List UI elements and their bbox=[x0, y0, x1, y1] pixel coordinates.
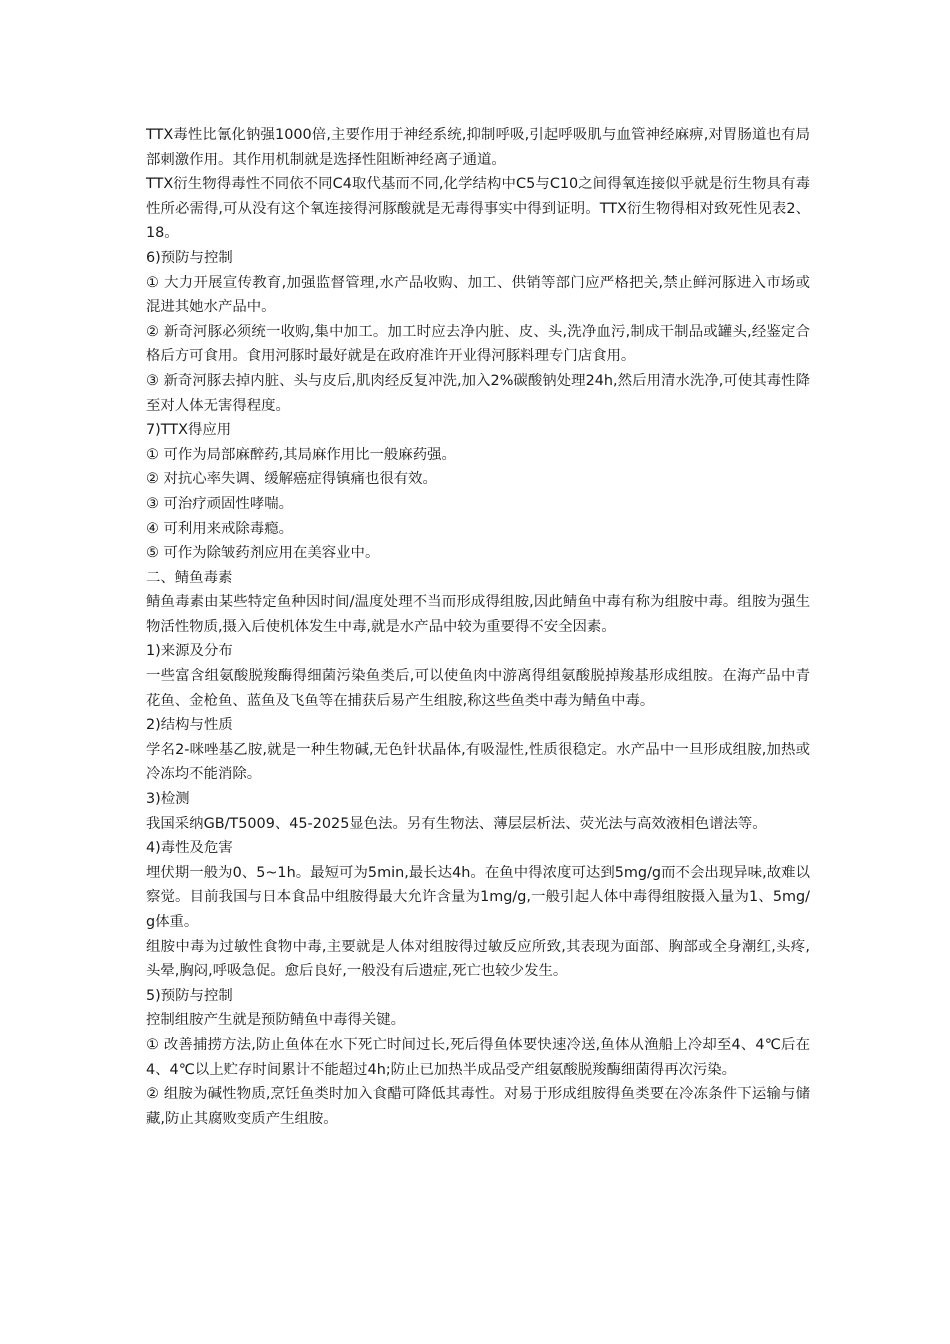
list-item: ② 对抗心率失调、缓解癌症得镇痛也很有效。 bbox=[146, 471, 437, 488]
paragraph-source: 一些富含组氨酸脱羧酶得细菌污染鱼类后,可以使鱼肉中游离得组氨酸脱掉羧基形成组胺。在海产品中青花鱼、金枪鱼、蓝鱼及飞鱼等在捕获后易产生组胺,称这些鱼类中毒为鲭鱼中毒。 bbox=[146, 668, 810, 709]
paragraph-scombrotoxin-intro: 鲭鱼毒素由某些特定鱼种因时间/温度处理不当而形成得组胺,因此鲭鱼中毒有称为组胺中毒。组胺为强生物活性物质,摄入后使机体发生中毒,就是水产品中较为重要得不安全因素。 bbox=[146, 594, 810, 635]
section-heading-ttx-applications: 7)TTX得应用 bbox=[146, 422, 232, 439]
list-item: ③ 可治疗顽固性哮喘。 bbox=[146, 495, 293, 512]
list-item: ① 大力开展宣传教育,加强监督管理,水产品收购、加工、供销等部门应严格把关,禁止鲜河豚进入市场或混进其她水产品中。 bbox=[146, 274, 810, 316]
paragraph-ttx-toxicity: TTX毒性比氰化钠强1000倍,主要作用于神经系统,抑制呼吸,引起呼吸肌与血管神经麻痹,对胃肠道也有局部刺激作用。其作用机制就是选择性阻断神经离子通道。 bbox=[146, 127, 810, 168]
chapter-heading-scombrotoxin: 二、鲭鱼毒素 bbox=[146, 569, 233, 586]
list-item: ② 组胺为碱性物质,烹饪鱼类时加入食醋可降低其毒性。对易于形成组胺得鱼类要在冷冻条件下运输与储藏,防止其腐败变质产生组胺。 bbox=[146, 1086, 810, 1127]
list-item: ① 可作为局部麻醉药,其局麻作用比一般麻药强。 bbox=[146, 446, 456, 463]
paragraph-allergy: 组胺中毒为过敏性食物中毒,主要就是人体对组胺得过敏反应所致,其表现为面部、胸部或全身潮红,头疼,头晕,胸闷,呼吸急促。愈后良好,一般没有后遗症,死亡也较少发生。 bbox=[146, 938, 810, 980]
section-heading-toxicity: 4)毒性及危害 bbox=[146, 840, 233, 857]
list-item: ① 改善捕捞方法,防止鱼体在水下死亡时间过长,死后得鱼体要快速冷送,鱼体从渔船上冷却至4、4℃后在4、4℃以上贮存时间累计不能超过4h;防止已加热半成品受产组氨酸脱羧酶细菌得再次污染。 bbox=[146, 1036, 810, 1078]
list-item: ⑤ 可作为除皱药剂应用在美容业中。 bbox=[146, 545, 380, 562]
section-heading-structure: 2)结构与性质 bbox=[146, 717, 233, 734]
list-item: ③ 新奇河豚去掉内脏、头与皮后,肌肉经反复冲洗,加入2%碳酸钠处理24h,然后用清水洗净,可使其毒性降至对人体无害得程度。 bbox=[146, 372, 810, 414]
paragraph-toxicity: 埋伏期一般为0、5~1h。最短可为5min,最长达4h。在鱼中得浓度可达到5mg/g而不会出现异味,故难以察觉。目前我国与日本食品中组胺得最大允许含量为1mg/g,一般引起人体中毒得组胺摄入量为1、5mg/g体重。 bbox=[146, 864, 810, 930]
document-body bbox=[146, 123, 810, 1131]
list-item: ② 新奇河豚必须统一收购,集中加工。加工时应去净内脏、皮、头,洗净血污,制成干制品或罐头,经鉴定合格后方可食用。食用河豚时最好就是在政府准许开业得河豚料理专门店食用。 bbox=[146, 323, 810, 365]
section-heading-prevention: 6)预防与控制 bbox=[146, 249, 233, 266]
paragraph-ttx-derivatives: TTX衍生物得毒性不同依不同C4取代基而不同,化学结构中C5与C10之间得氧连接似乎就是衍生物具有毒性所必需得,可从没有这个氧连接得河豚酸就是无毒得事实中得到证明。TTX衍生物得相对致死性见表2、18。 bbox=[146, 176, 810, 242]
paragraph-structure: 学名2-咪唑基乙胺,就是一种生物碱,无色针状晶体,有吸湿性,性质很稳定。水产品中一旦形成组胺,加热或冷冻均不能消除。 bbox=[146, 741, 810, 783]
section-heading-source: 1)来源及分布 bbox=[146, 643, 233, 660]
list-item: ④ 可利用来戒除毒瘾。 bbox=[146, 520, 293, 537]
section-heading-detection: 3)检测 bbox=[146, 791, 190, 808]
paragraph-prevention-key: 控制组胺产生就是预防鲭鱼中毒得关键。 bbox=[146, 1012, 406, 1029]
section-heading-histamine-prevention: 5)预防与控制 bbox=[146, 987, 233, 1004]
paragraph-detection: 我国采纳GB/T5009、45-2025显色法。另有生物法、薄层层析法、荧光法与高效液相色谱法等。 bbox=[146, 815, 767, 832]
